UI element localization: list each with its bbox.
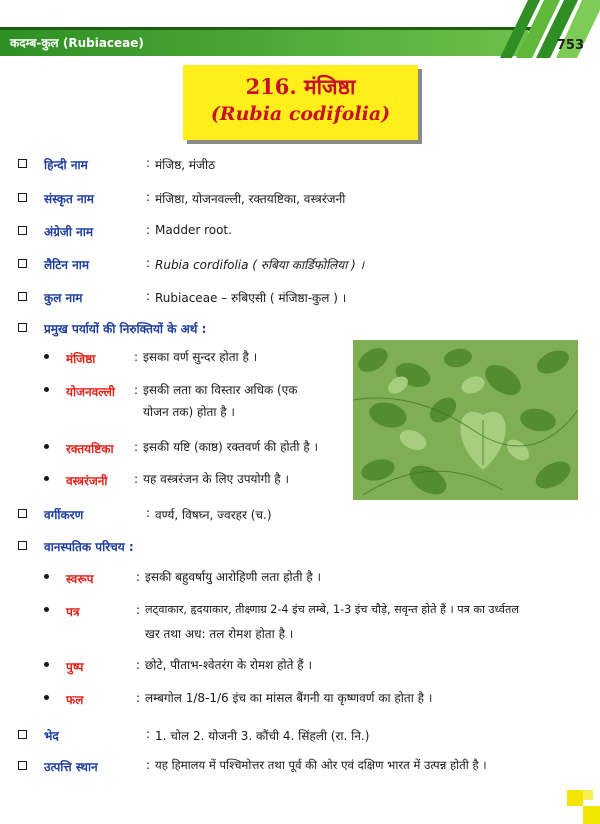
row-label: लैटिन नाम	[44, 258, 90, 272]
row-label: उत्पत्ति स्थान	[44, 760, 98, 774]
row-colon: :	[146, 190, 151, 204]
checkbox-bullet-icon	[18, 292, 27, 301]
term-label: रक्तयष्टिका	[66, 442, 114, 456]
title-box	[183, 65, 418, 140]
row-colon: :	[146, 758, 151, 772]
term-label: वस्त्ररंजनी	[66, 474, 108, 488]
term-colon: :	[134, 350, 139, 364]
row-value: Rubia cordifolia ( रुबिया कार्डिफोलिया ) ।	[155, 258, 365, 272]
row-colon: :	[146, 156, 151, 170]
dot-bullet-icon	[44, 607, 49, 612]
term-line1: इसकी लता का विस्तार अधिक (एक	[143, 383, 298, 397]
row-value: मंजिष्ठ, मंजीठ	[155, 158, 216, 172]
term-line1: इसकी बहुवर्षायु आरोहिणी लता होती है ।	[145, 570, 322, 584]
dot-bullet-icon	[44, 387, 49, 392]
dot-bullet-icon	[44, 695, 49, 700]
checkbox-bullet-icon	[18, 226, 27, 235]
term-colon: :	[134, 440, 139, 454]
etymology-heading: प्रमुख पर्यायों की निरुक्तियों के अर्थ :	[44, 322, 207, 336]
plant-leaves-image	[353, 340, 578, 500]
term-line2: योजन तक) होता है ।	[143, 405, 235, 419]
term-line1: इसका वर्ण सुन्दर होता है ।	[143, 350, 258, 364]
dot-bullet-icon	[44, 444, 49, 449]
latin-title: (Rubia codifolia)	[210, 103, 391, 125]
dot-bullet-icon	[44, 354, 49, 359]
term-label: पत्र	[66, 605, 80, 619]
term-colon: :	[134, 383, 139, 397]
row-value: Rubiaceae – रुबिएसी ( मंजिष्ठा-कुल ) ।	[155, 291, 347, 305]
term-line2: खर तथा अध: तल रोमश होता है ।	[145, 627, 294, 641]
term-label: पुष्प	[66, 660, 84, 674]
corner-decoration	[583, 790, 593, 800]
term-label: फल	[66, 693, 84, 707]
term-colon: :	[136, 570, 141, 584]
corner-decoration	[583, 806, 600, 824]
row-value: मंजिष्ठा, योजनवल्ली, रक्तयष्टिका, वस्त्ररंजनी	[155, 192, 346, 206]
term-line1: इसकी यष्टि (काष्ठ) रक्तवर्ण की होती है ।	[143, 440, 319, 454]
checkbox-bullet-icon	[18, 761, 27, 770]
dot-bullet-icon	[44, 662, 49, 667]
row-value: यह हिमालय में पश्चिमोत्तर तथा पूर्व की ओर एवं दक्षिण भारत में उत्पन्न होती है ।	[155, 758, 487, 772]
row-value: Madder root.	[155, 223, 232, 237]
checkbox-bullet-icon	[18, 159, 27, 168]
row-value: 1. चोल 2. योजनी 3. कौंची 4. सिंहली (रा. नि.)	[155, 729, 370, 743]
header-diagonal-stripes	[500, 0, 600, 58]
term-label: मंजिष्ठा	[66, 352, 96, 366]
row-label: कुल नाम	[44, 291, 83, 305]
checkbox-bullet-icon	[18, 193, 27, 202]
term-line1: लम्बगोल 1/8-1/6 इंच का मांसल बैंगनी या कृष्णवर्ण का होता है ।	[145, 691, 433, 705]
checkbox-bullet-icon	[18, 259, 27, 268]
row-label: हिन्दी नाम	[44, 158, 88, 172]
page-title: 216. मंजिष्ठा	[245, 74, 356, 99]
dot-bullet-icon	[44, 476, 49, 481]
checkbox-bullet-icon	[18, 541, 27, 550]
botanical-heading: वानस्पतिक परिचय :	[44, 540, 134, 554]
term-label: योजनवल्ली	[66, 385, 115, 399]
checkbox-bullet-icon	[18, 509, 27, 518]
row-colon: :	[146, 289, 151, 303]
checkbox-bullet-icon	[18, 730, 27, 739]
row-colon: :	[146, 506, 151, 520]
term-line1: छोटे, पीताभ-श्वेतरंग के रोमश होते हैं ।	[145, 658, 312, 672]
row-label: संस्कृत नाम	[44, 192, 94, 206]
row-colon: :	[146, 727, 151, 741]
term-line1: यह वस्त्ररंजन के लिए उपयोगी है ।	[143, 472, 289, 486]
header-family-title: कदम्ब-कुल (Rubiaceae)	[10, 36, 144, 50]
row-colon: :	[146, 256, 151, 270]
page-number: 753	[556, 38, 584, 53]
row-label: भेद	[44, 729, 59, 743]
dot-bullet-icon	[44, 574, 49, 579]
term-colon: :	[136, 603, 141, 617]
plant-photo	[353, 340, 578, 500]
term-line1: लट्वाकार, हृदयाकार, तीक्ष्णाग्र 2-4 इंच लम्बे, 1-3 इंच चौड़े, सवृन्त होते हैं । पत्र का उर्ध्वतल	[145, 603, 519, 616]
row-label: अंग्रेजी नाम	[44, 225, 94, 239]
term-colon: :	[134, 472, 139, 486]
corner-decoration	[567, 790, 583, 806]
term-colon: :	[136, 658, 141, 672]
term-label: स्वरूप	[66, 572, 94, 586]
row-label: वर्गीकरण	[44, 508, 84, 522]
row-value: वर्ण्य, विषघ्न, ज्वरहर (च.)	[155, 508, 272, 522]
row-colon: :	[146, 223, 151, 237]
checkbox-bullet-icon	[18, 323, 27, 332]
term-colon: :	[136, 691, 141, 705]
